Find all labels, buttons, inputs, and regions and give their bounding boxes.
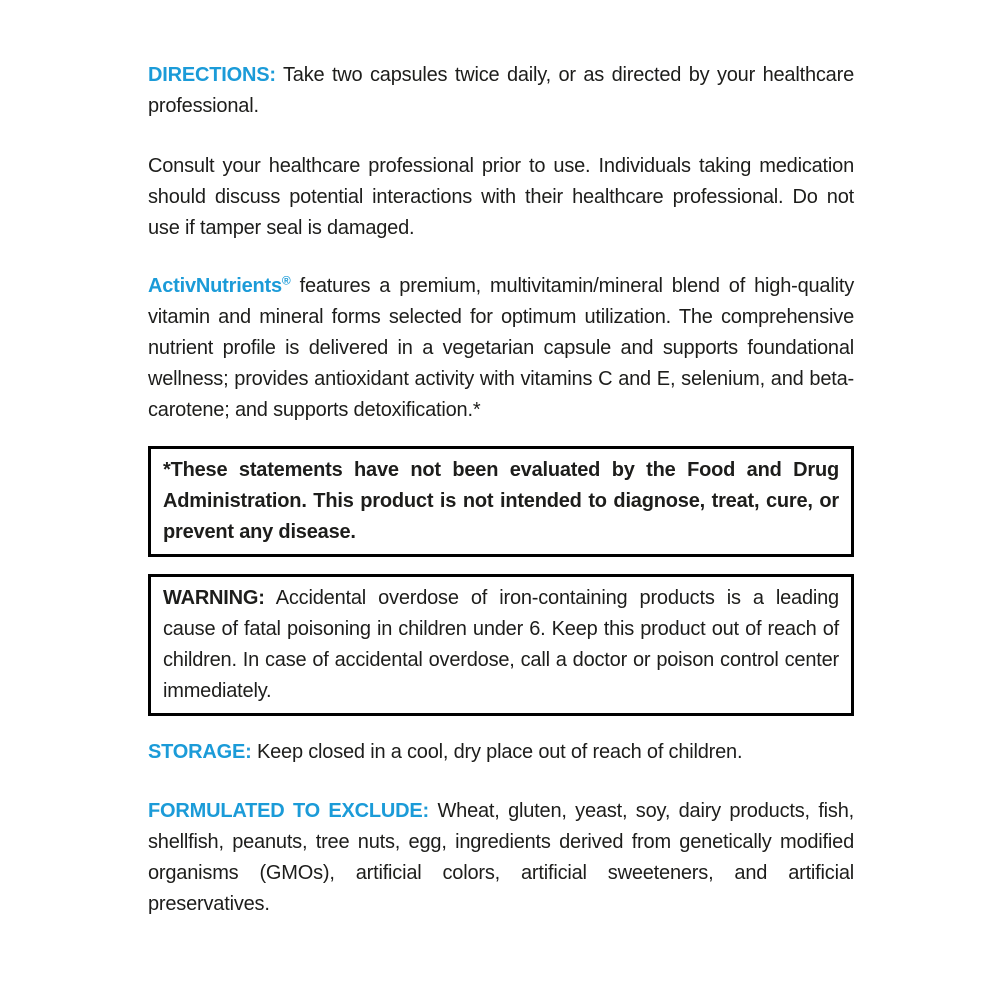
- registered-trademark-symbol: ®: [281, 273, 291, 288]
- formulated-to-exclude-heading: FORMULATED TO EXCLUDE:: [148, 800, 430, 822]
- formulated-to-exclude-text: Wheat, gluten, yeast, soy, dairy products, fish, shellfish, peanuts, tree nuts, egg, ingredients derived from genetically modified organisms (GMOs), artificial colors, artificial sweeteners, and artificial preservatives.: [148, 800, 855, 915]
- description-text: features a premium, multivitamin/mineral blend of high-quality vitamin and mineral forms selected for optimum utilization. The comprehensive nutrient profile is delivered in a vegetarian capsule and supports foundational wellness; provides antioxidant activity with vitamins C and E, selenium, and beta-carotene; and supports detoxification.*: [148, 275, 854, 421]
- fda-disclaimer-text: *These statements have not been evaluated by the Food and Drug Administration. This product is not intended to diagnose, treat, cure, or prevent any disease.: [163, 459, 839, 543]
- label-text-content: [148, 60, 854, 920]
- directions-paragraph: [148, 60, 854, 122]
- fda-disclaimer-box: [148, 446, 854, 557]
- consult-paragraph: [148, 151, 854, 244]
- warning-heading: WARNING:: [163, 587, 265, 609]
- consult-text: Consult your healthcare professional prior to use. Individuals taking medication should discuss potential interactions with their healthcare professional. Do not use if tamper seal is damaged.: [148, 155, 854, 239]
- brand-name: ActivNutrients: [148, 275, 282, 297]
- warning-box: [148, 574, 854, 716]
- formulated-to-exclude-paragraph: [148, 796, 854, 920]
- storage-paragraph: [148, 737, 854, 768]
- storage-heading: STORAGE:: [148, 741, 252, 763]
- directions-text: Take two capsules twice daily, or as directed by your healthcare professional.: [148, 64, 854, 117]
- description-paragraph: [148, 271, 854, 426]
- directions-heading: DIRECTIONS:: [148, 64, 276, 86]
- storage-text: Keep closed in a cool, dry place out of reach of children.: [256, 741, 743, 763]
- warning-text: Accidental overdose of iron-containing products is a leading cause of fatal poisoning in children under 6. Keep this product out of reach of children. In case of accidental overdose, call a doctor or poison control center immediately.: [163, 587, 839, 702]
